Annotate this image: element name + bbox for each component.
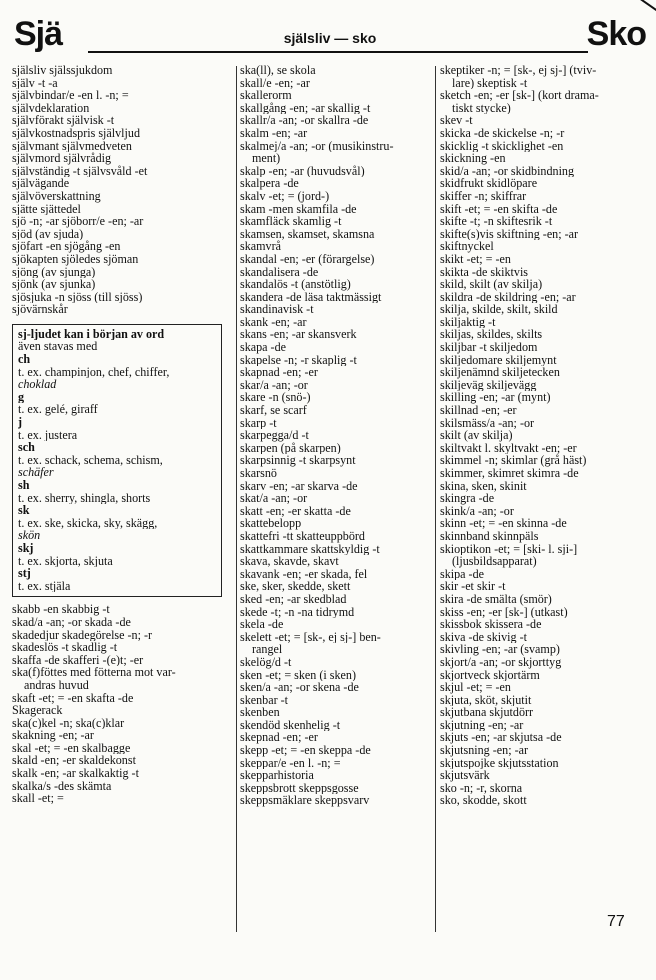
dictionary-entry: sko, skodde, skott [440, 794, 527, 808]
dictionary-entry: skallr/a -an; -or skallra -de [240, 114, 369, 127]
dictionary-entry: skenben [240, 706, 280, 719]
box-heading-2: även stavas med [18, 340, 98, 354]
dictionary-entry: skjortveck skjortärm [440, 668, 540, 682]
box-letter-label: sch [18, 441, 35, 454]
box-example: t. ex. ske, skicka, sky, skägg, [18, 516, 158, 530]
dictionary-entry: skina, sken, skinit [440, 479, 527, 493]
dictionary-entry: skatt -en; -er skatta -de [240, 504, 351, 518]
box-example: t. ex. champinjon, chef, chiffer, [18, 365, 170, 379]
dictionary-entry: sked -en; -ar skedblad [240, 592, 347, 606]
dictionary-entry: skalk -en; -ar skalkaktig -t [12, 767, 139, 780]
dictionary-entry: skall -et; = [12, 792, 64, 805]
dictionary-entry: självägande [12, 177, 70, 190]
dictionary-entry: skamfläck skamlig -t [240, 215, 342, 228]
dictionary-entry: skare -n (snö-) [240, 391, 311, 405]
dictionary-entry: skar/a -an; -or [240, 378, 308, 392]
dictionary-entry: skalmej/a -an; -or (musikinstru- [240, 139, 394, 153]
dictionary-entry: skat/a -an; -or [240, 492, 308, 505]
dictionary-entry: själsliv själssjukdom [12, 64, 113, 77]
dictionary-entry: skild, skilt (av skilja) [440, 278, 543, 291]
box-letter-label: ch [18, 353, 31, 366]
dictionary-entry: självöverskattning [12, 189, 101, 203]
dictionary-entry: skapelse -n; -r skaplig -t [240, 353, 357, 367]
dictionary-entry: skarp -t [240, 416, 277, 430]
dictionary-entry: skarpegga/d -t [240, 429, 309, 442]
dictionary-entry: skandera -de läsa taktmässigt [240, 290, 382, 304]
dictionary-entry: skendöd skenhelig -t [240, 718, 341, 732]
box-example: t. ex. gelé, giraff [18, 403, 98, 417]
dictionary-entry: sjöd (av sjuda) [12, 227, 84, 241]
dictionary-entry: skandalisera -de [240, 265, 319, 279]
dictionary-entry: skivling -en; -ar (svamp) [440, 643, 560, 656]
dictionary-entry: sjöfart -en sjögång -en [12, 240, 121, 253]
dictionary-entry: skilling -en; -ar (mynt) [440, 391, 551, 405]
dictionary-entry: självkostnadspris självljud [12, 126, 140, 140]
dictionary-entry: skaft -et; = -en skafta -de [12, 691, 134, 705]
dictionary-entry: skjort/a -an; -or skjorttyg [440, 655, 562, 669]
dictionary-entry: sko -n; -r, skorna [440, 781, 523, 795]
page-number: 77 [607, 913, 625, 930]
dictionary-entry: självdeklaration [12, 101, 90, 115]
box-letter-label: sh [18, 479, 30, 492]
dictionary-entry: skjuta, sköt, skjutit [440, 693, 532, 707]
dictionary-entry: skjutbana skjutdörr [440, 706, 534, 719]
dictionary-entry: ska(ll), se skola [240, 64, 316, 77]
dictionary-entry: skiffer -n; skiffrar [440, 189, 527, 203]
box-letter-label: sk [18, 504, 30, 517]
dictionary-entry: skapa -de [240, 341, 287, 354]
dictionary-entry: sjöng (av sjunga) [12, 265, 96, 279]
dictionary-entry: Skagerack [12, 704, 63, 717]
dictionary-entry: andras huvud [24, 678, 89, 692]
dictionary-entry: skink/a -an; -or [440, 504, 514, 518]
column-1-top [12, 64, 236, 316]
dictionary-entry: skepp -et; = -en skeppa -de [240, 744, 371, 757]
dictionary-entry: sken/a -an; -or skena -de [240, 681, 359, 694]
dictionary-entry: skiljenämnd skiljetecken [440, 366, 560, 379]
guide-word-right: Sko [586, 15, 646, 53]
dictionary-entry: skarf, se scarf [240, 404, 307, 417]
dictionary-entry: skifte -t; -n skiftesrik -t [440, 215, 553, 228]
column-divider-1 [236, 66, 237, 932]
dictionary-entry: skeppsmäklare skeppsvarv [240, 794, 370, 808]
dictionary-entry: skalm -en; -ar [240, 126, 308, 140]
dictionary-entry: skiljas, skildes, skilts [440, 328, 543, 342]
dictionary-entry: skans -en; -ar skansverk [240, 328, 357, 342]
box-letter-label: skj [18, 541, 34, 555]
dictionary-entry: skimmer, skimret skimra -de [440, 467, 579, 480]
corner-mark [634, 0, 656, 20]
dictionary-entry: skillnad -en; -er [440, 404, 517, 417]
dictionary-entry: rangel [252, 643, 283, 656]
dictionary-entry: ske, sker, skedde, skett [240, 580, 351, 593]
column-1 [12, 64, 236, 805]
dictionary-entry: skjutsvärk [440, 769, 490, 782]
dictionary-entry: skiljaktig -t [440, 315, 496, 329]
dictionary-entry: skickning -en [440, 152, 506, 165]
dictionary-entry: ska(f)föttes med fötterna mot var- [12, 666, 176, 679]
dictionary-entry: skepparhistoria [240, 769, 314, 782]
dictionary-entry: skildra -de skildring -en; -ar [440, 290, 576, 304]
dictionary-entry: skiljedomare skiljemynt [440, 353, 557, 367]
dictionary-entry: självmant självmedveten [12, 139, 132, 153]
dictionary-entry: skalpera -de [240, 177, 299, 190]
dictionary-entry: skalka/s -des skämta [12, 779, 112, 793]
dictionary-entry: skjutning -en; -ar [440, 718, 524, 732]
dictionary-entry: skad/a -an; -or skada -de [12, 615, 131, 629]
dictionary-entry: skjuts -en; -ar skjutsa -de [440, 731, 562, 745]
dictionary-entry: skeptiker -n; = [sk-, ej sj-] (tviv- [440, 64, 597, 77]
guide-word-left: Sjä [14, 15, 63, 53]
dictionary-entry: självförakt självisk -t [12, 114, 115, 127]
dictionary-entry: skepnad -en; -er [240, 731, 318, 745]
dictionary-entry: skallgång -en; -ar skallig -t [240, 101, 371, 115]
box-letter-label: stj [18, 567, 31, 580]
dictionary-entry: skiljeväg skiljevägg [440, 378, 537, 392]
dictionary-entry: skald -en; -er skaldekonst [12, 754, 136, 768]
dictionary-entry: skimmel -n; skimlar (grå häst) [440, 454, 587, 467]
dictionary-entry: skiss -en; -er [sk-] (utkast) [440, 605, 568, 619]
dictionary-entry: skattefri -tt skatteuppbörd [240, 529, 365, 543]
dictionary-entry: skjul -et; = -en [440, 681, 511, 694]
dictionary-entry: skicka -de skickelse -n; -r [440, 126, 565, 140]
dictionary-entry: skioptikon -et; = [ski- l. sji-] [440, 542, 578, 556]
box-example-cont: skön [18, 529, 41, 542]
dictionary-entry: skiljbar -t skiljedom [440, 341, 538, 354]
dictionary-entry: skidfrukt skidlöpare [440, 177, 538, 190]
column-3-list [440, 64, 632, 807]
dictionary-entry: skarpsinnig -t skarpsynt [240, 454, 356, 467]
dictionary-entry: sjönk (av sjunka) [12, 278, 96, 291]
dictionary-entry: skandalös -t (anstötlig) [240, 278, 351, 291]
dictionary-entry: skavank -en; -er skada, fel [240, 567, 368, 581]
sj-sound-box [12, 324, 222, 597]
dictionary-entry: skattkammare skattskyldig -t [240, 542, 380, 556]
header-rule [88, 51, 588, 53]
box-letter-label: g [18, 390, 25, 404]
dictionary-entry: skipa -de [440, 567, 484, 581]
dictionary-entry: skeppar/e -en l. -n; = [240, 756, 341, 770]
dictionary-entry: skal -et; = -en skalbagge [12, 741, 131, 755]
dictionary-entry: skamsen, skamset, skamsna [240, 227, 375, 241]
page-title: själsliv — sko [283, 30, 377, 46]
dictionary-entry: skikta -de skiktvis [440, 265, 529, 279]
dictionary-entry: skede -t; -n -na tidrymd [240, 605, 355, 619]
dictionary-entry: självbindar/e -en l. -n; = [12, 89, 129, 102]
dictionary-entry: skift -et; = -en skifta -de [440, 202, 558, 216]
dictionary-entry: skev -t [440, 114, 473, 127]
dictionary-entry: skarsnö [240, 467, 277, 480]
box-example: t. ex. schack, schema, schism, [18, 453, 163, 467]
dictionary-entry: ment) [252, 152, 281, 165]
dictionary-entry: skeppsbrott skeppsgosse [240, 781, 359, 795]
dictionary-entry: skifte(s)vis skiftning -en; -ar [440, 227, 579, 241]
dictionary-entry: skank -en; -ar [240, 315, 307, 329]
dictionary-entry: skaffa -de skafferi -(e)t; -er [12, 653, 144, 667]
dictionary-entry: sjökapten sjöledes sjöman [12, 252, 139, 266]
dictionary-entry: skelett -et; = [sk-, ej sj-] ben- [240, 630, 381, 644]
dictionary-entry: ska(c)kel -n; ska(c)klar [12, 716, 125, 730]
dictionary-entry: skinn -et; = -en skinna -de [440, 517, 567, 530]
dictionary-entry: sken -et; = sken (i sken) [240, 668, 356, 682]
dictionary-entry: lare) skeptisk -t [452, 76, 528, 90]
dictionary-entry: skikt -et; = -en [440, 252, 511, 266]
dictionary-entry: skarpen (på skarpen) [240, 441, 341, 455]
column-2-list [240, 64, 432, 807]
page-header [0, 0, 656, 64]
column-1-bottom [12, 603, 236, 805]
dictionary-entry: skela -de [240, 618, 284, 631]
dictionary-entry: skandal -en; -er (förargelse) [240, 252, 375, 266]
dictionary-entry: skattebelopp [240, 517, 302, 530]
dictionary-entry: skilja, skilde, skilt, skild [440, 303, 558, 316]
dictionary-entry: skissbok skissera -de [440, 618, 542, 631]
box-heading: sj-ljudet kan i början av ord [18, 327, 165, 341]
dictionary-entry: självmord självrådig [12, 152, 112, 165]
dictionary-entry: sketch -en; -er [sk-] (kort drama- [440, 89, 599, 102]
dictionary-entry: skakning -en; -ar [12, 729, 94, 742]
box-example: t. ex. justera [18, 428, 78, 442]
column-divider-2 [435, 66, 436, 932]
dictionary-entry: skenbar -t [240, 693, 289, 707]
dictionary-entry: själv -t -a [12, 76, 58, 90]
dictionary-entry: (ljusbildsapparat) [452, 555, 537, 568]
dictionary-entry: sjövärnskår [12, 303, 68, 316]
column-3 [440, 64, 632, 807]
dictionary-entry: skicklig -t skicklighet -en [440, 139, 564, 153]
dictionary-entry: skall/e -en; -ar [240, 76, 310, 90]
dictionary-entry: skadedjur skadegörelse -n; -r [12, 628, 153, 642]
box-example: t. ex. skjorta, skjuta [18, 554, 113, 568]
box-example-cont: schäfer [18, 466, 54, 479]
dictionary-entry: skilt (av skilja) [440, 429, 513, 442]
box-groups [18, 353, 216, 592]
column-2 [240, 64, 432, 807]
dictionary-entry: skir -et skir -t [440, 580, 506, 593]
dictionary-entry: tiskt stycke) [452, 101, 511, 115]
dictionary-entry: skinnband skinnpäls [440, 529, 539, 543]
dictionary-entry: skapnad -en; -er [240, 366, 318, 379]
dictionary-entry: skiftnyckel [440, 240, 494, 253]
dictionary-entry: sjätte sjättedel [12, 202, 81, 216]
box-example: t. ex. stjäla [18, 579, 71, 593]
dictionary-entry: skava, skavde, skavt [240, 555, 339, 568]
dictionary-entry: skid/a -an; -or skidbindning [440, 164, 575, 178]
dictionary-entry: skadeslös -t skadlig -t [12, 641, 118, 654]
dictionary-entry: skelög/d -t [240, 655, 292, 669]
dictionary-entry: skalp -en; -ar (huvudsvål) [240, 164, 365, 178]
dictionary-entry: skandinavisk -t [240, 303, 314, 316]
dictionary-entry: skjutspojke skjutsstation [440, 756, 559, 770]
dictionary-entry: skingra -de [440, 492, 495, 505]
dictionary-entry: skilsmäss/a -an; -or [440, 416, 535, 430]
dictionary-entry: skiva -de skivig -t [440, 630, 527, 644]
dictionary-entry: skamvrå [240, 240, 281, 253]
dictionary-entry: skam -men skamfila -de [240, 202, 357, 216]
dictionary-entry: skallerorm [240, 89, 292, 102]
box-letter-label: j [18, 416, 23, 429]
box-example-cont: choklad [18, 378, 57, 391]
dictionary-entry: skjutsning -en; -ar [440, 744, 528, 757]
dictionary-entry: skalv -et; = (jord-) [240, 189, 330, 203]
dictionary-entry: sjösjuka -n sjöss (till sjöss) [12, 290, 143, 304]
box-example: t. ex. sherry, shingla, shorts [18, 491, 151, 505]
dictionary-entry: självständig -t självsvåld -et [12, 164, 148, 178]
dictionary-entry: skira -de smälta (smör) [440, 592, 552, 606]
dictionary-entry: skarv -en; -ar skarva -de [240, 479, 358, 493]
dictionary-entry: skabb -en skabbig -t [12, 603, 110, 616]
dictionary-entry: skiltvakt l. skyltvakt -en; -er [440, 441, 577, 455]
dictionary-entry: sjö -n; -ar sjöborr/e -en; -ar [12, 215, 144, 228]
